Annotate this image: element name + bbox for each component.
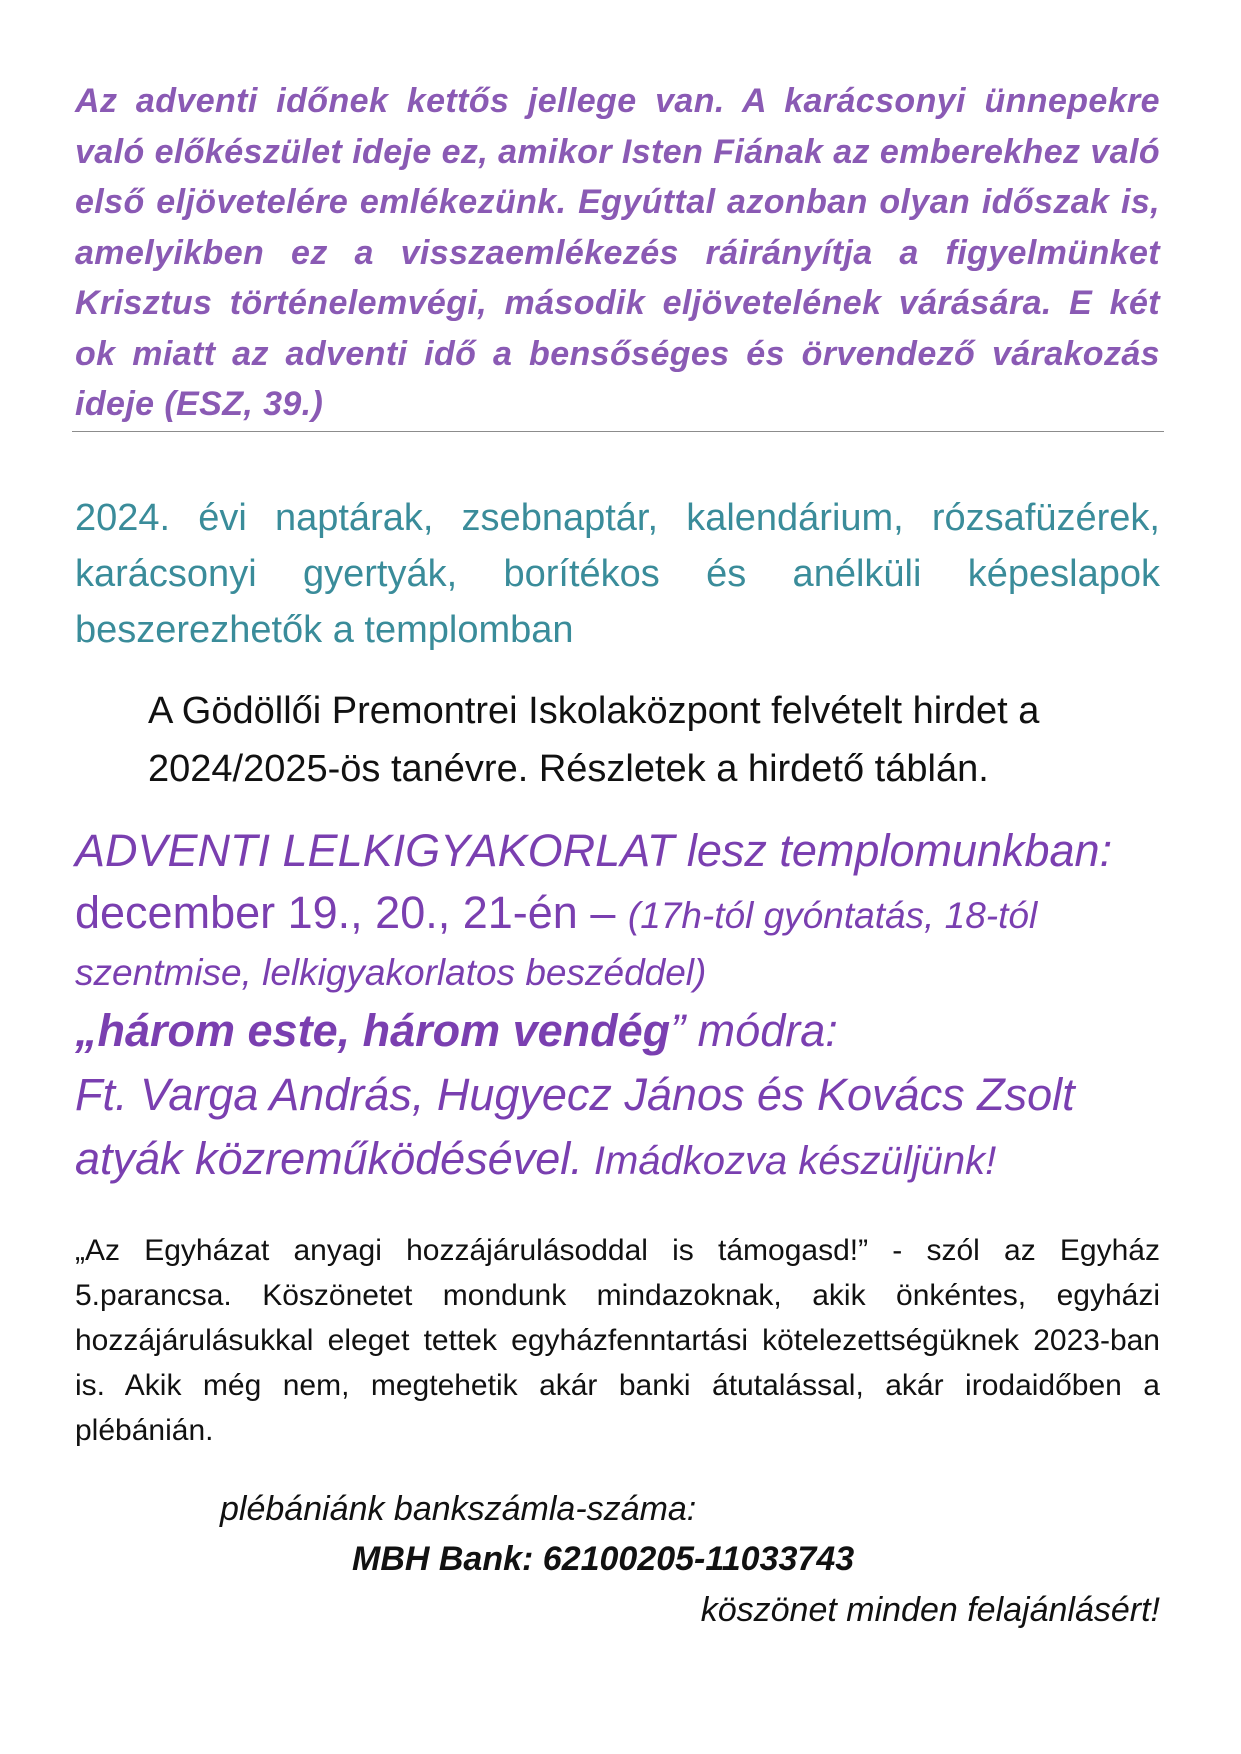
advent-quote: Az adventi időnek kettős jellege van. A karácsonyi ünnepekre való előkészület ideje ez, amikor Isten Fiának az emberekhez való első eljövetelére emlékezünk. Egyúttal azonban olyan időszak is, amelyikben ez a visszaemlékezés ráirányítja a figyelmünket Krisztus történelemvégi, második eljövetelének várására. E két ok miatt az adventi idő a bensőséges és örvendező várakozás ideje (ESZ, 39.) [75, 82, 1160, 423]
bank-account: MBH Bank: 62100205-11033743 [352, 1540, 855, 1578]
motto-open-quote: „ [75, 1005, 98, 1056]
retreat-priests-cont: atyák közreműködésével. [75, 1133, 583, 1184]
divider [72, 431, 1164, 432]
retreat-closing: Imádkozva készüljünk! [582, 1139, 997, 1183]
retreat-schedule-b: szentmise, lelkigyakorlatos beszéddel) [75, 952, 707, 993]
retreat-dash: – [577, 887, 628, 938]
school-notice-line-2: 2024/2025-ös tanévre. Részletek a hirdető táblán. [148, 748, 989, 790]
bank-label: plébániánk bankszámla-száma: [220, 1490, 697, 1528]
retreat-title: ADVENTI LELKIGYAKORLAT lesz templomunkban: [75, 825, 1113, 876]
retreat-dates-line [75, 882, 1160, 947]
calendar-notice: 2024. évi naptárak, zsebnaptár, kalendárium, rózsafüzérek, karácsonyi gyertyák, borítékos és anélküli képeslapok beszerezhetők a templomban [75, 497, 1160, 651]
retreat-schedule-a: (17h-tól gyóntatás, 18-tól [627, 895, 1038, 936]
thanks-line: köszönet minden felajánlásért! [700, 1591, 1160, 1629]
retreat-dates: december 19., 20., 21-én [75, 887, 578, 938]
retreat-priests: Ft. Varga András, Hugyecz János és Kovács Zsolt [75, 1069, 1075, 1120]
motto-close: ” módra: [670, 1005, 838, 1056]
retreat-motto: három este, három vendég [97, 1005, 671, 1056]
advent-retreat-announcement [75, 820, 1160, 1193]
retreat-closing-line [75, 1127, 1160, 1193]
church-support-notice: „Az Egyházat anyagi hozzájárulásoddal is támogasd!” - szól az Egyház 5.parancsa. Köszönetet mondunk mindazoknak, akik önkéntes, egyházi hozzájárulásukkal eleget tettek egyházfenntartási kötelezettségüknek 2023-ban is. Akik még nem, megtehetik akár banki átutalással, akár irodaidőben a plébánián. [75, 1234, 1160, 1447]
retreat-motto-line [75, 999, 1160, 1063]
school-notice-line-1: A Gödöllői Premontrei Iskolaközpont felvételt hirdet a [148, 690, 1040, 732]
school-notice [148, 682, 1160, 798]
